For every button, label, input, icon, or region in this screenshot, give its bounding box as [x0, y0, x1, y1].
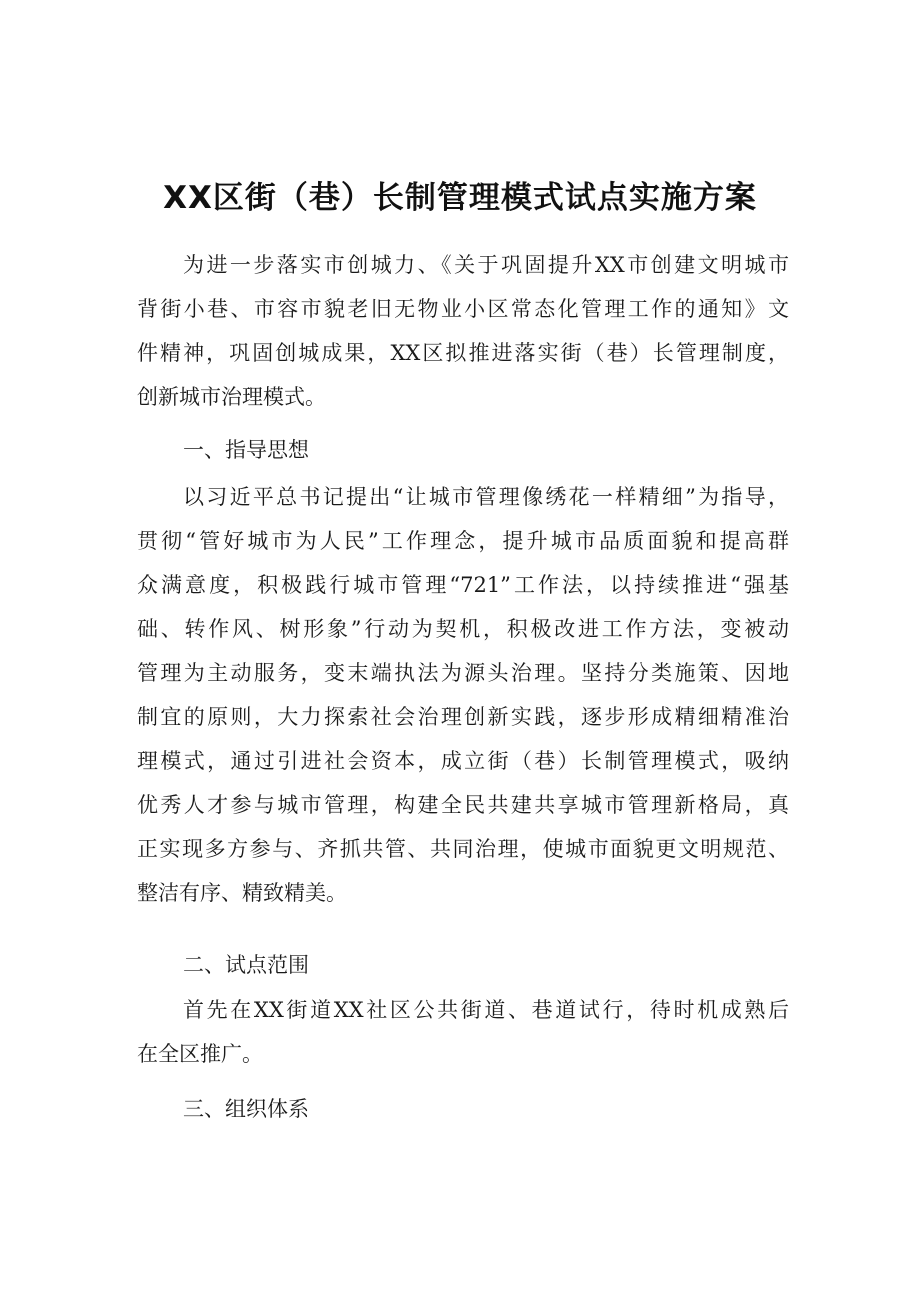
document-title: XX区街（巷）长制管理模式试点实施方案 — [163, 180, 757, 216]
paragraph-line: 础、转作风、树形象”行动为契机，积极改进工作方法，变被动 — [137, 617, 789, 641]
paragraph-line: 贯彻“管好城市为人民”工作理念，提升城市品质面貌和提高群 — [137, 529, 789, 553]
intro-line: 为进一步落实市创城力、《关于巩固提升XX市创建文明城市 — [183, 253, 789, 277]
pilot-scope-paragraph — [137, 988, 789, 1076]
guiding-ideology-paragraph — [137, 475, 789, 915]
paragraph-line: 优秀人才参与城市管理，构建全民共建共享城市管理新格局，真 — [137, 793, 789, 817]
section-heading-organization: 三、组织体系 — [183, 1097, 309, 1121]
paragraph-line: 以习近平总书记提出“让城市管理像绣花一样精细”为指导， — [183, 485, 789, 509]
paragraph-line: 管理为主动服务，变末端执法为源头治理。坚持分类施策、因地 — [137, 661, 789, 685]
paragraph-line: 众满意度，积极践行城市管理“721”工作法，以持续推进“强基 — [137, 573, 789, 597]
section-heading-guiding-ideology: 一、指导思想 — [183, 438, 309, 462]
intro-line: 件精神，巩固创城成果，XX区拟推进落实街（巷）长管理制度， — [137, 341, 789, 365]
paragraph-line: 制宜的原则，大力探索社会治理创新实践，逐步形成精细精准治 — [137, 705, 789, 729]
paragraph-line: 整洁有序、精致精美。 — [137, 881, 347, 905]
intro-line: 背街小巷、市容市貌老旧无物业小区常态化管理工作的通知》文 — [137, 297, 789, 321]
paragraph-line: 在全区推广。 — [137, 1042, 263, 1066]
paragraph-line: 理模式，通过引进社会资本，成立街（巷）长制管理模式，吸纳 — [137, 749, 789, 773]
section-heading-pilot-scope: 二、试点范围 — [183, 953, 309, 977]
paragraph-line: 正实现多方参与、齐抓共管、共同治理，使城市面貌更文明规范、 — [137, 837, 789, 861]
paragraph-line: 首先在XX街道XX社区公共街道、巷道试行，待时机成熟后 — [183, 998, 789, 1022]
intro-paragraph — [137, 243, 789, 419]
intro-line: 创新城市治理模式。 — [137, 385, 326, 409]
